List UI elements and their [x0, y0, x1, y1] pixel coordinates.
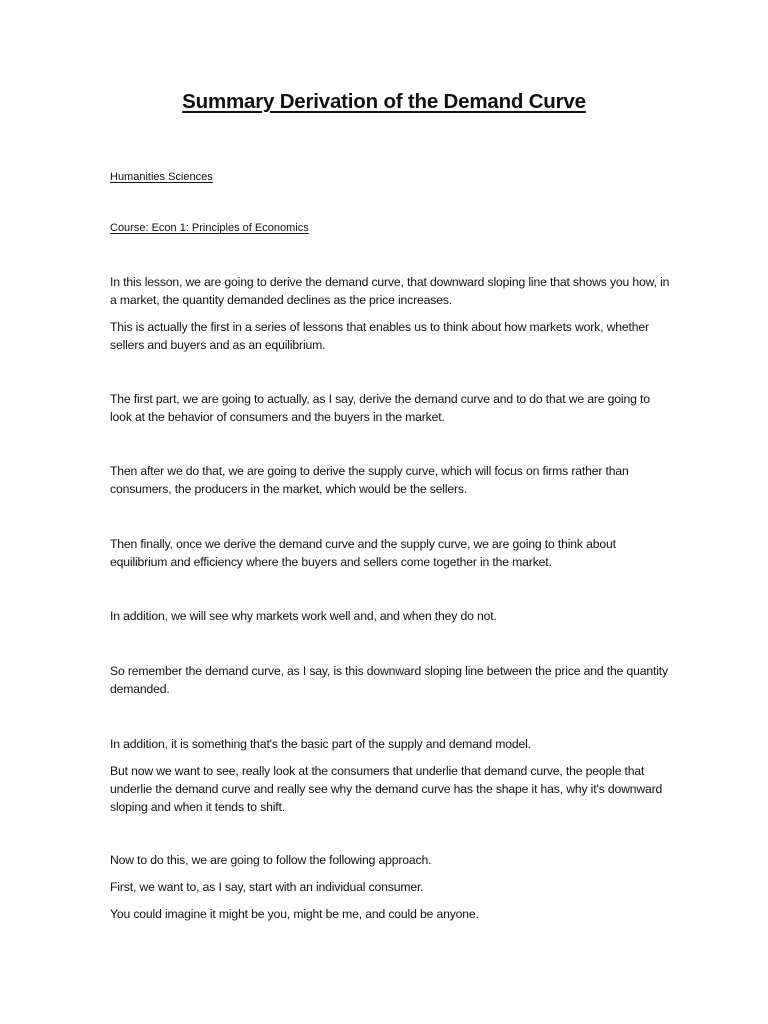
- subject-label: Humanities Sciences: [110, 171, 213, 183]
- course-label: Course: Econ 1: Principles of Economics: [110, 222, 309, 234]
- paragraph-8: In addition, it is something that's the basic part of the supply and demand model.: [110, 737, 531, 751]
- paragraph-4: Then after we do that, we are going to derive the supply curve, which will focus on firms rather than consumers, the producers in the market, which would be the sellers.: [110, 464, 629, 496]
- paragraph-1: In this lesson, we are going to derive the demand curve, that downward sloping line that shows you how, in a market, the quantity demanded declines as the price increases.: [110, 275, 670, 307]
- paragraph-12: You could imagine it might be you, might be me, and could be anyone.: [110, 907, 479, 921]
- paragraph-7: So remember the demand curve, as I say, is this downward sloping line between the price and the quantity demanded.: [110, 664, 668, 696]
- document-title: [0, 88, 768, 116]
- paragraph-3: The first part, we are going to actually, as I say, derive the demand curve and to do that we are going to look at the behavior of consumers and the buyers in the market.: [110, 392, 650, 424]
- paragraph-11: First, we want to, as I say, start with an individual consumer.: [110, 880, 424, 894]
- paragraph-5: Then finally, once we derive the demand curve and the supply curve, we are going to think about equilibrium and efficiency where the buyers and sellers come together in the market.: [110, 537, 616, 569]
- document-title-text: Summary Derivation of the Demand Curve: [182, 90, 586, 113]
- paragraph-2: This is actually the first in a series of lessons that enables us to think about how markets work, whether sellers and buyers and as an equilibrium.: [110, 320, 649, 352]
- paragraph-10: Now to do this, we are going to follow the following approach.: [110, 853, 432, 867]
- paragraph-9: But now we want to see, really look at the consumers that underlie that demand curve, the people that underlie the demand curve and really see why the demand curve has the shape it has, why it's downward sloping and when it tends to shift.: [110, 764, 663, 814]
- paragraph-6: In addition, we will see why markets work well and, and when they do not.: [110, 609, 497, 623]
